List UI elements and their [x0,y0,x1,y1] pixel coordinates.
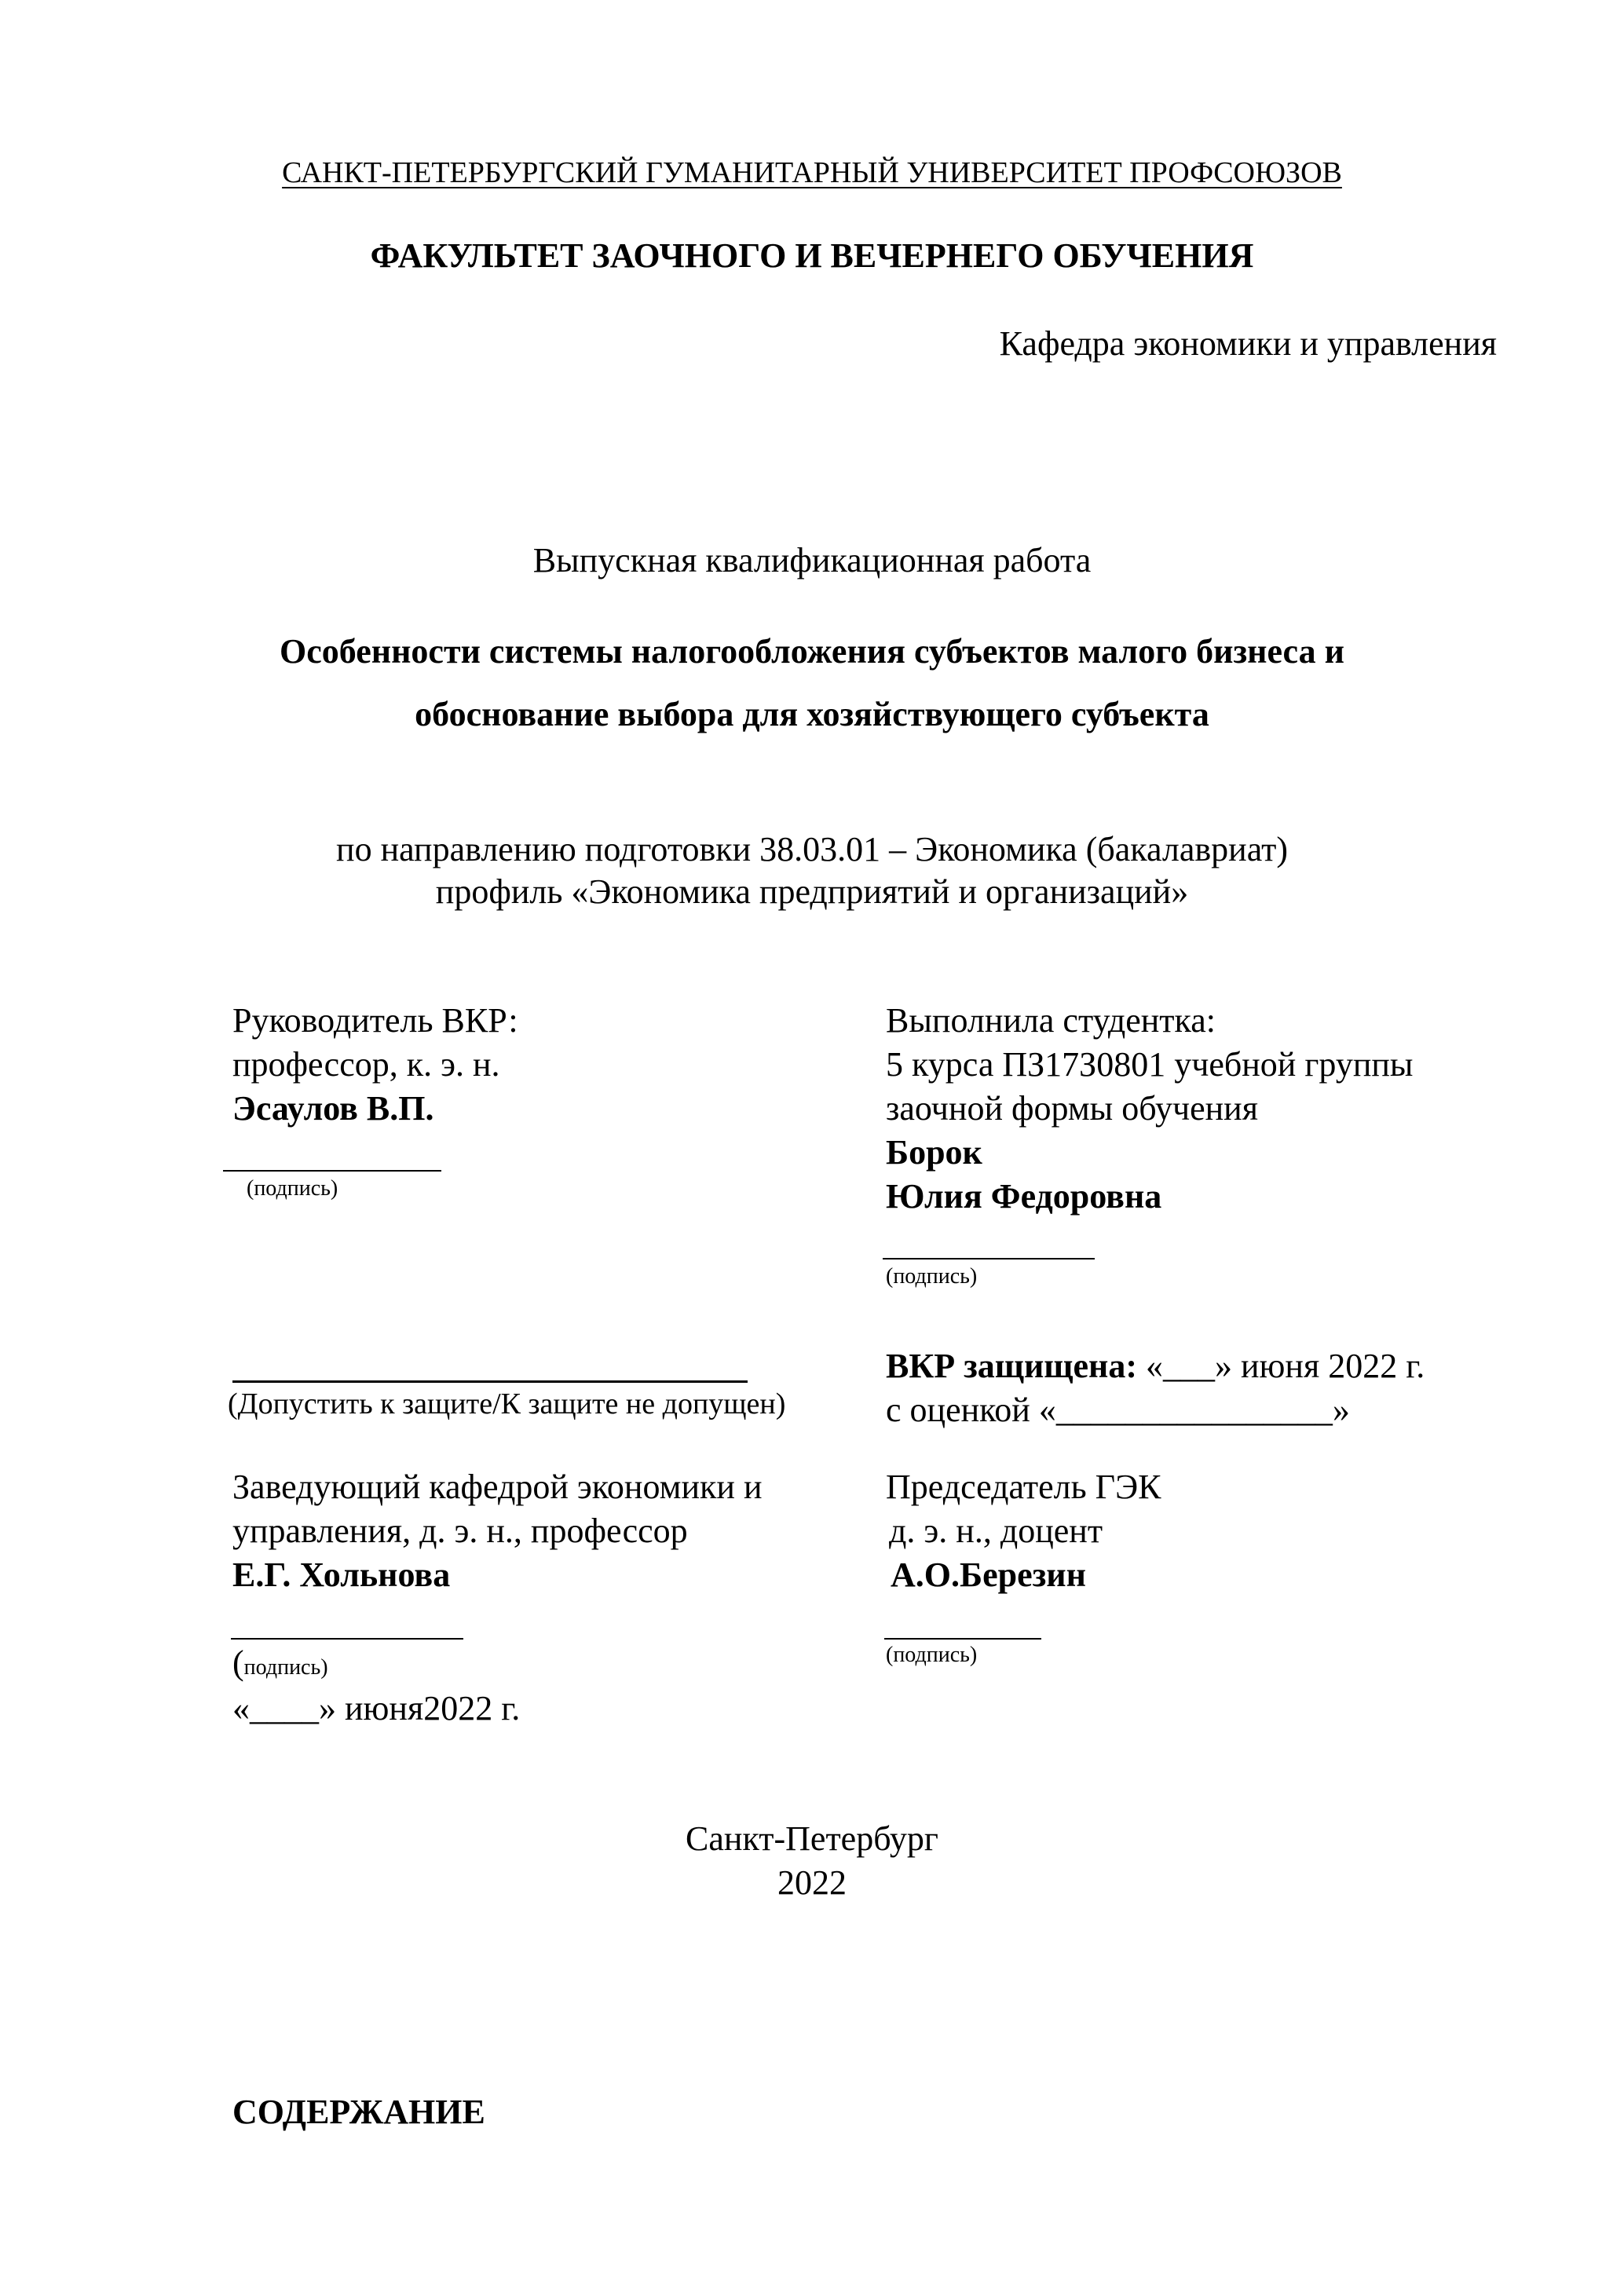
defense-grade: с оценкой «________________» [886,1391,1350,1429]
study-profile: профиль «Экономика предприятий и организаций» [435,872,1189,911]
contents-heading: СОДЕРЖАНИЕ [232,2093,485,2131]
head-of-department-name: Е.Г. Хольнова [232,1556,451,1594]
supervisor-signature-label: (подпись) [247,1176,338,1201]
student-surname: Борок [886,1133,982,1172]
work-type: Выпускная квалификационная работа [532,541,1092,579]
thesis-title-line-2: обоснование выбора для хозяйствующего субъекта [415,695,1209,733]
chairman-degree: д. э. н., доцент [889,1512,1103,1550]
supervisor-degree: профессор, к. э. н. [232,1045,500,1084]
chairman-name: А.О.Березин [891,1556,1087,1594]
student-signature-line [883,1258,1095,1260]
signature-open-paren: ( [232,1643,244,1682]
head-of-department-title-2: управления, д. э. н., профессор [232,1512,688,1550]
defense-date: «___» июня 2022 г. [1146,1347,1425,1385]
university-name: САНКТ-ПЕТЕРБУРГСКИЙ ГУМАНИТАРНЫЙ УНИВЕРСИТЕТ ПРОФСОЮЗОВ [282,156,1342,189]
city: Санкт-Петербург [686,1819,938,1858]
supervisor-heading: Руководитель ВКР: [232,1001,518,1040]
student-signature-label: (подпись) [886,1264,978,1289]
student-course: 5 курса ПЗ17З0801 учебной группы [886,1045,1414,1084]
defense-label: ВКР защищена: [886,1347,1137,1385]
student-heading: Выполнила студентка: [886,1001,1216,1040]
head-of-department-signature-line [231,1638,463,1640]
head-of-department-signature [232,1641,328,1685]
student-name: Юлия Федоровна [886,1177,1162,1216]
chairman-signature-label: (подпись) [886,1643,978,1667]
department-name: Кафедра экономики и управления [999,324,1497,363]
head-of-department-signature-label: подпись) [243,1655,328,1680]
admission-label: (Допустить к защите/К защите не допущен) [228,1387,786,1420]
thesis-title-line-1: Особенности системы налогообложения субъектов малого бизнеса и [280,632,1344,671]
faculty-name: ФАКУЛЬТЕТ ЗАОЧНОГО И ВЕЧЕРНЕГО ОБУЧЕНИЯ [370,236,1254,275]
head-of-department-title-1: Заведующий кафедрой экономики и [232,1468,763,1506]
year: 2022 [777,1863,847,1902]
chairman-signature-line [884,1638,1041,1640]
supervisor-signature-line [223,1170,441,1172]
student-form: заочной формы обучения [886,1089,1258,1128]
supervisor-name: Эсаулов В.П. [232,1089,434,1128]
defense-status [886,1344,1425,1388]
head-of-department-date: «____» июня2022 г. [232,1689,521,1727]
admission-decision-line [232,1380,748,1383]
chairman-heading: Председатель ГЭК [886,1468,1161,1506]
study-direction: по направлению подготовки 38.03.01 – Экономика (бакалавриат) [336,830,1288,868]
